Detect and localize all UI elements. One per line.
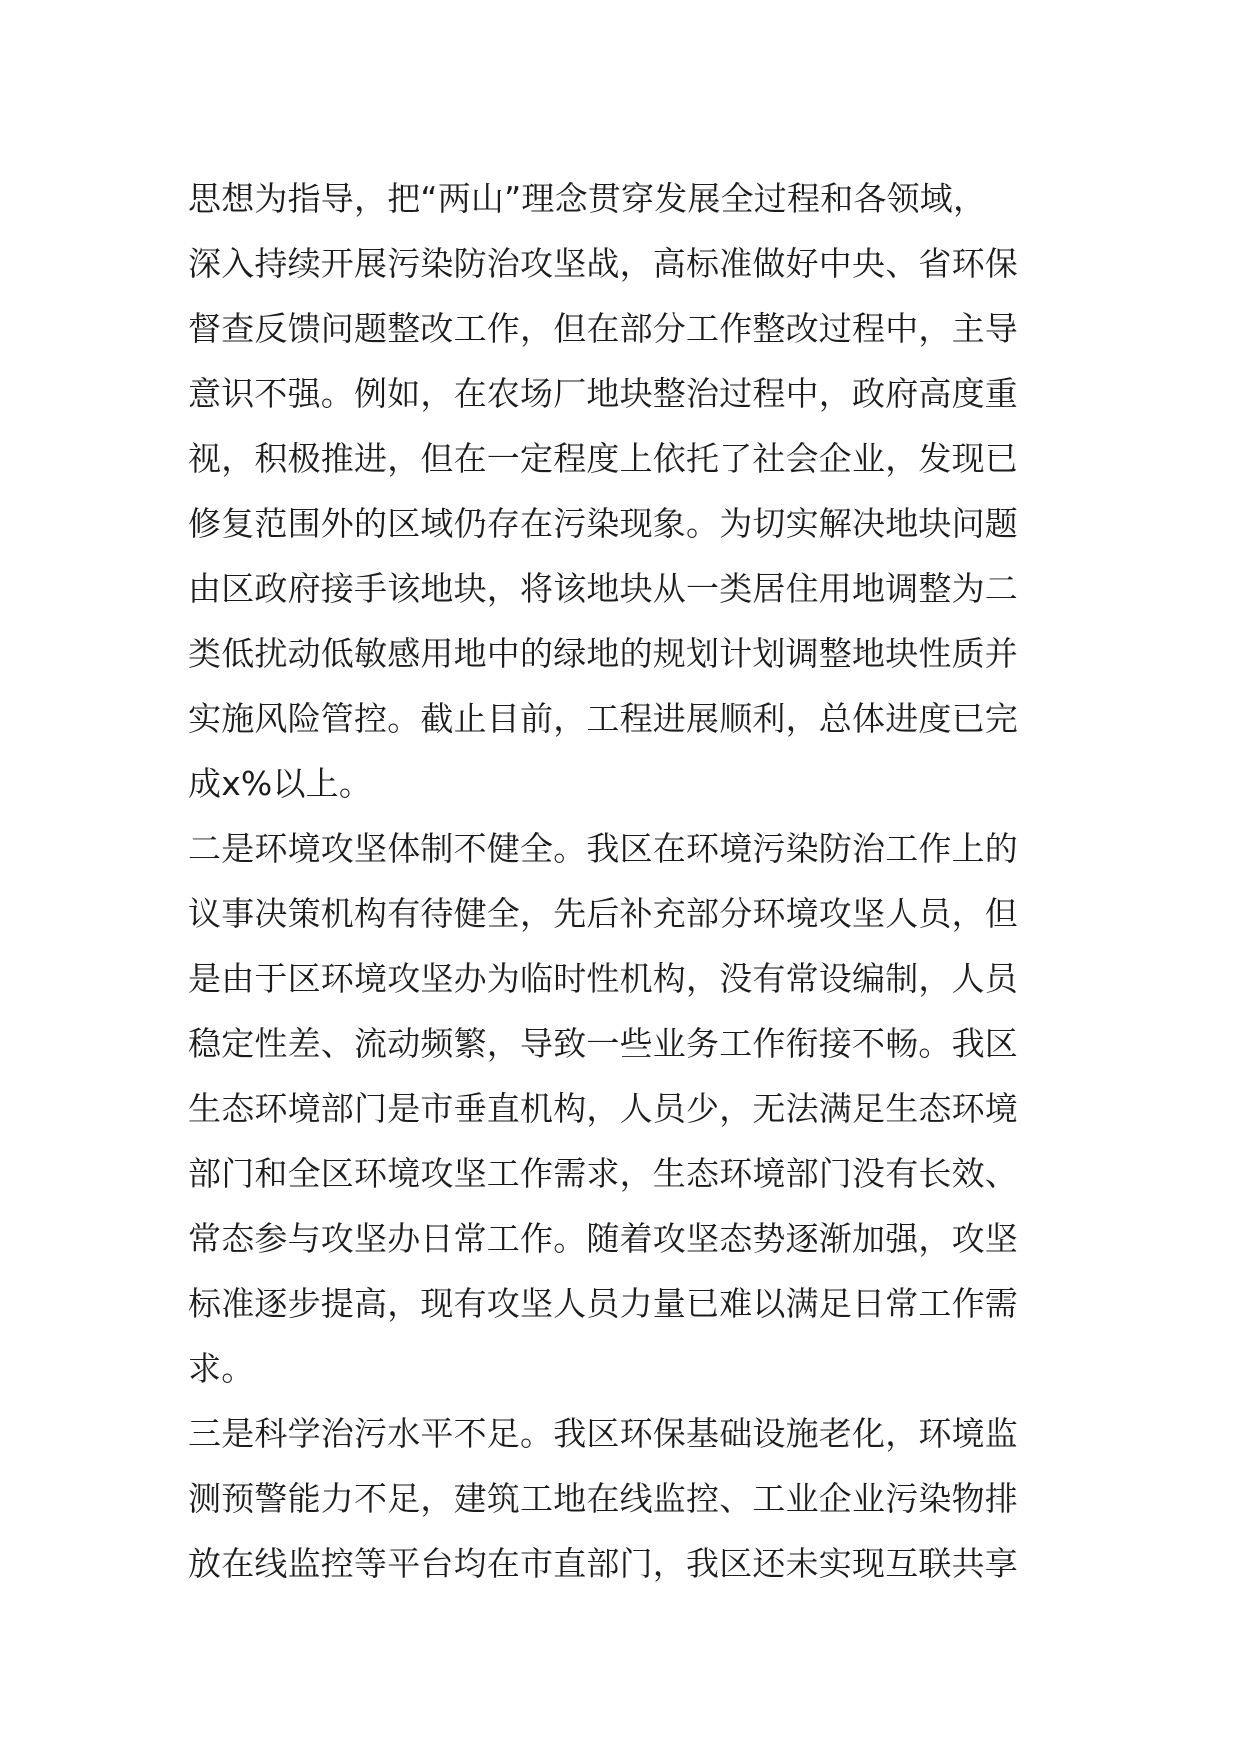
text-line: 类低扰动低敏感用地中的绿地的规划计划调整地块性质并: [188, 634, 1018, 673]
text-line: 标准逐步提高，现有攻坚人员力量已难以满足日常工作需: [188, 1284, 1018, 1323]
text-line: 测预警能力不足，建筑工地在线监控、工业企业污染物排: [188, 1479, 1018, 1518]
text-line: 部门和全区环境攻坚工作需求，生态环境部门没有长效、: [188, 1154, 1018, 1193]
text-line: 视，积极推进，但在一定程度上依托了社会企业，发现已: [188, 439, 1018, 478]
text-line: 议事决策机构有待健全，先后补充部分环境攻坚人员，但: [188, 894, 1018, 933]
text-line: 成x%以上。: [188, 764, 373, 803]
text-line: 三是科学治污水平不足。我区环保基础设施老化，环境监: [188, 1414, 1018, 1453]
text-line: 思想为指导，把“两山”理念贯穿发展全过程和各领域，: [188, 179, 987, 218]
text-line: 督查反馈问题整改工作，但在部分工作整改过程中，主导: [188, 309, 1018, 348]
text-line: 常态参与攻坚办日常工作。随着攻坚态势逐渐加强，攻坚: [188, 1219, 1018, 1258]
text-line: 求。: [188, 1349, 255, 1388]
text-line: 放在线监控等平台均在市直部门，我区还未实现互联共享: [188, 1544, 1018, 1583]
text-line: 修复范围外的区域仍存在污染现象。为切实解决地块问题: [188, 504, 1018, 543]
text-line: 二是环境攻坚体制不健全。我区在环境污染防治工作上的: [188, 829, 1018, 868]
text-line: 实施风险管控。截止目前，工程进展顺利，总体进度已完: [188, 699, 1018, 738]
text-line: 由区政府接手该地块，将该地块从一类居住用地调整为二: [188, 569, 1018, 608]
body-text: [188, 166, 1068, 1596]
text-line: 生态环境部门是市垂直机构，人员少，无法满足生态环境: [188, 1089, 1018, 1128]
text-line: 稳定性差、流动频繁，导致一些业务工作衔接不畅。我区: [188, 1024, 1018, 1063]
text-line: 是由于区环境攻坚办为临时性机构，没有常设编制，人员: [188, 959, 1018, 998]
text-line: 意识不强。例如，在农场厂地块整治过程中，政府高度重: [188, 374, 1018, 413]
text-line: 深入持续开展污染防治攻坚战，高标准做好中央、省环保: [188, 244, 1018, 283]
